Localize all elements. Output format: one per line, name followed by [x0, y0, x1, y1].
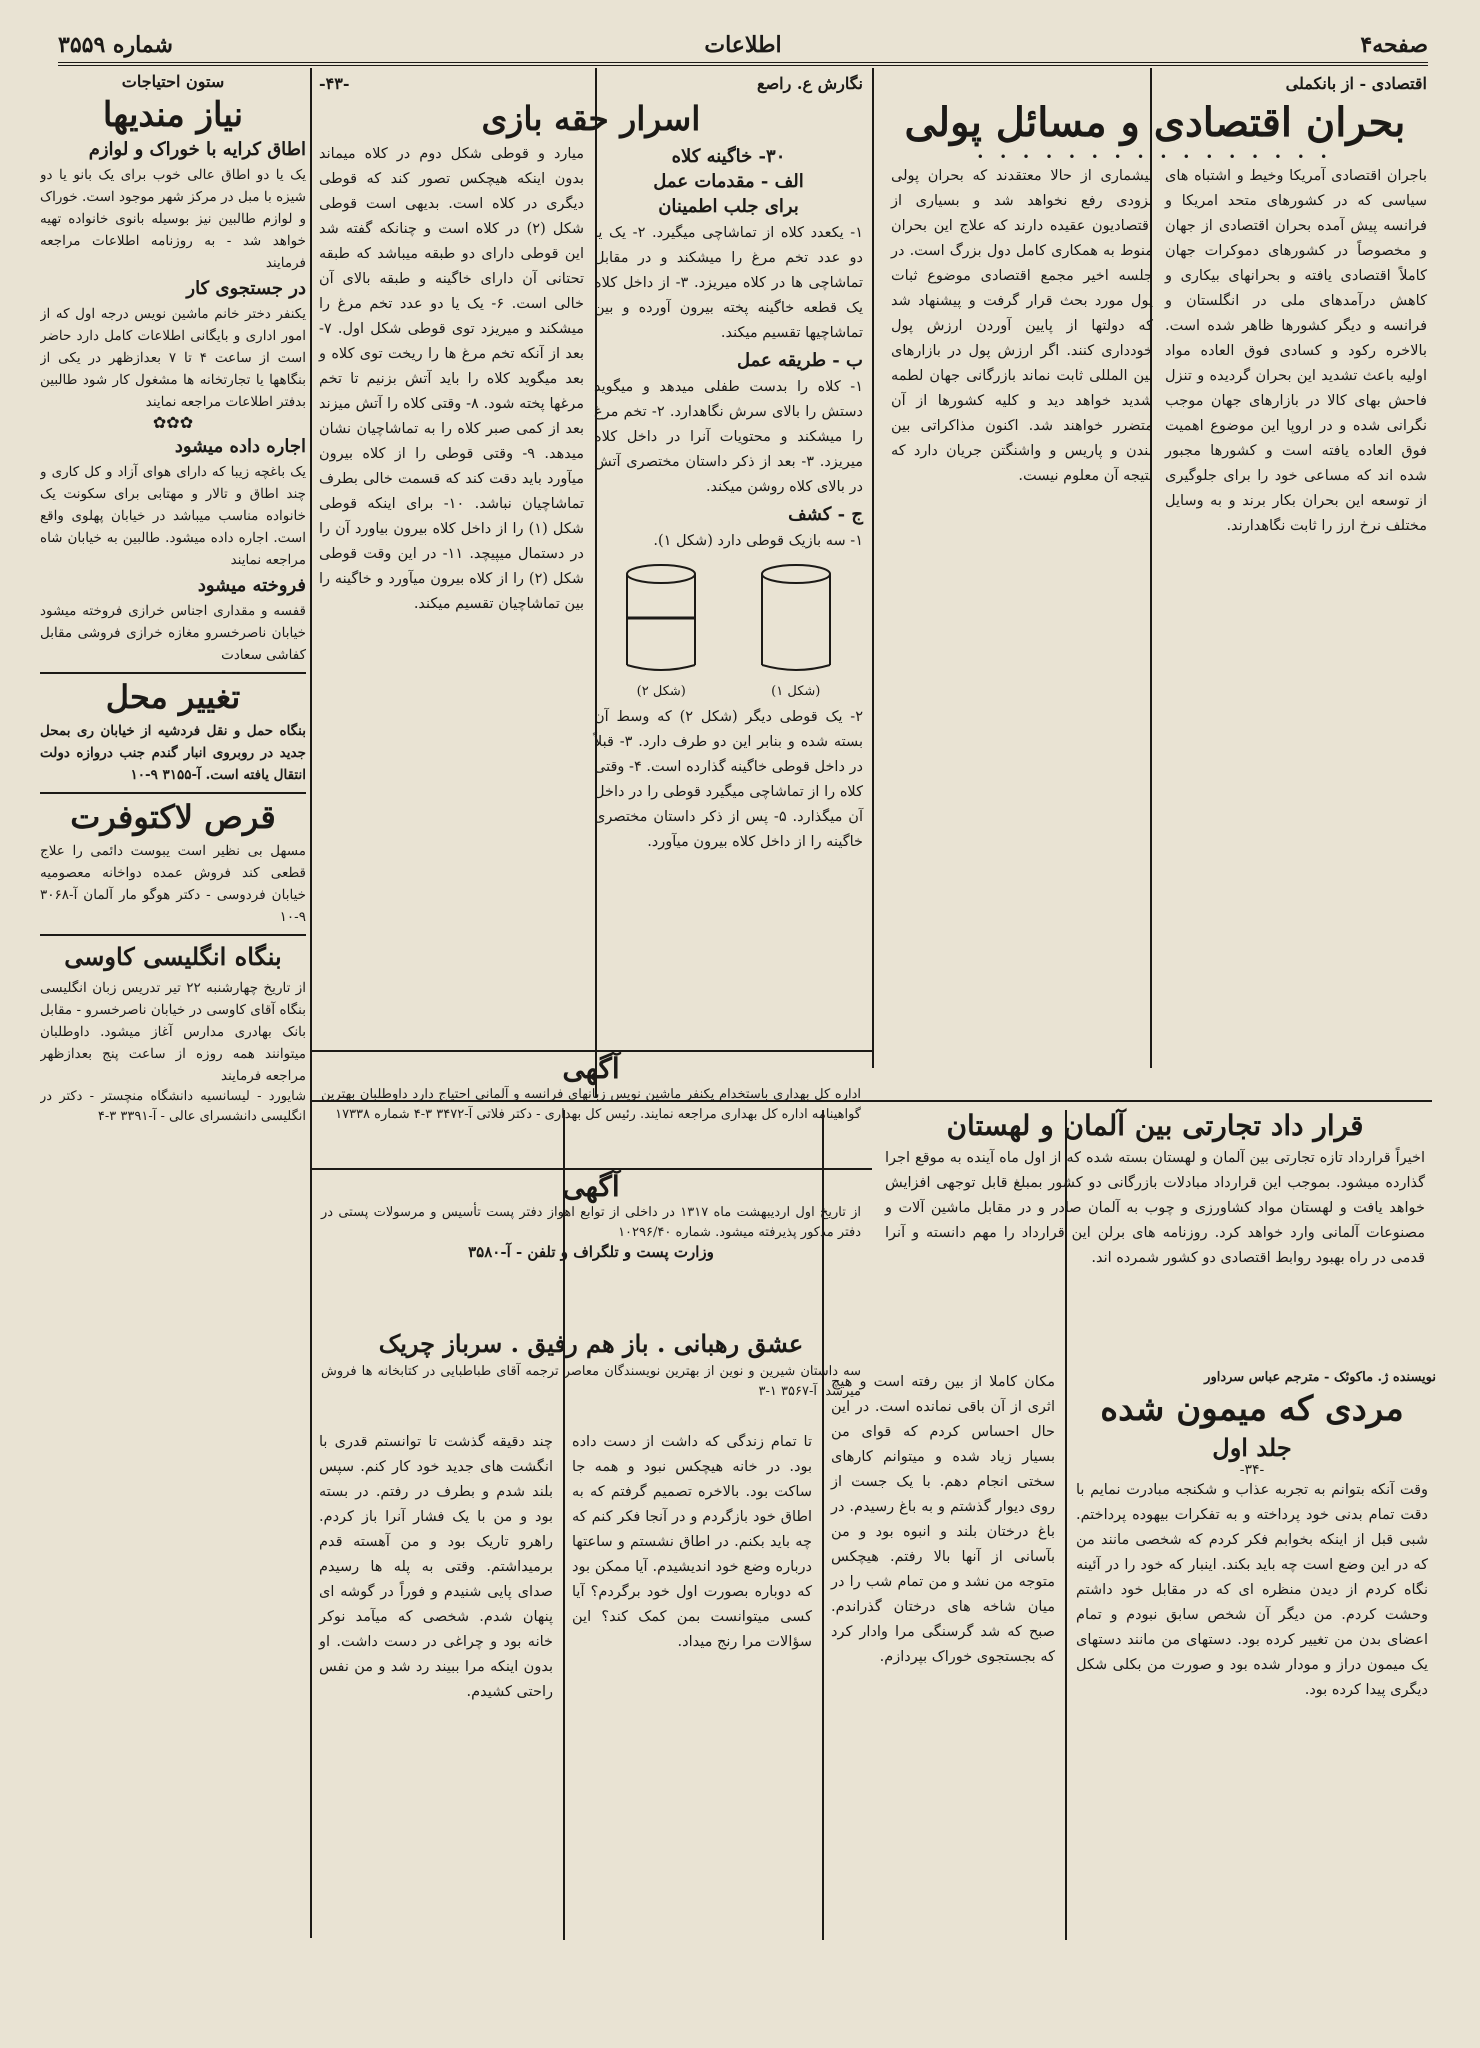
trade-article	[875, 1105, 1435, 1365]
serial-byline: نویسنده ژ. ماکوئک - مترجم عباس سرداور	[1204, 1370, 1436, 1385]
ad-employment	[313, 1052, 869, 1166]
school-text: از تاریخ چهارشنبه ۲۲ تیر تدریس زبان انگلیسی بنگاه آقای کاوسی در خیابان ناصرخسرو - مقابل بانک بهادری مدارس آغاز میشود. داوطلبان میتوانند همه روزه از ساعت پنج بعدازظهر مراجعه فرمایند	[40, 980, 306, 1084]
magic-body-a: ۱- یکعدد کلاه از تماشاچی میگیرد. ۲- یک یا دو عدد تخم مرغ را میشکند و در مقابل تماشاچی ها در کلاه میریزد. ۳- از داخل کلاه یک قطعه خاگینه پخته بیرون آورده و بین تماشاچیها تقسیم میکند.	[594, 225, 864, 341]
column-rule	[872, 68, 874, 1068]
economy-body-2: بیشماری از حالا معتقدند که بحران پولی بزودی رفع نخواهد شد و بسیاری از اقتصادیون عقیده دارند که علاج این بحران منوط به همکاری کامل دول بزرگ است. در جلسه اخیر مجمع اقتصادی موضوع ثبات پول مورد بحث قرار گرفت و پیشنهاد شد که دولتها از پایین آوردن ارزش پول خودداری کنند. اگر ارزش پول در بازارهای بین المللی ثابت نماند بازرگانی جهان لطمه شدید خواهد دید و کلیه کشورها از آن متضرر خواهند شد. اکنون مذاکراتی بین لندن و پاریس و واشنگتن جریان دارد که نتیجه آن معلوم نیست.	[891, 168, 1153, 484]
trade-body: اخیراً قرارداد تازه تجارتی بین آلمان و لهستان بسته شده که از اول ماه آینده به موقع اجرا گذارده میشود. بموجب این قرارداد مبادلات بازرگانی دو کشور بمبلغ قابل توجهی افزایش خواهد یافت و لهستان مواد کشاورزی و چوب به آلمان صادر و در مقابل ماشین آلات و مصنوعات آلمانی وارد خواهد کرد. روزنامه های برلن این قرارداد را مهم دانسته و آنرا قدمی در راه بهبود روابط اقتصادی دو کشور شمرده اند.	[885, 1150, 1425, 1266]
book-ad-text: سه داستان شیرین و نوین از بهترین نویسندگان معاصر ترجمه آقای طباطبایی در کتابخانه ها فروش میرسد. آ-۳۵۶۷ ۱-۳	[321, 1364, 861, 1399]
magic-byline: نگارش ع. راصع	[757, 74, 863, 93]
ad1-title: آگهی	[562, 1052, 620, 1085]
serial-column-2	[825, 1370, 1061, 2040]
pill-title: قرص لاکتوفرت	[70, 798, 276, 836]
ad2-title: آگهی	[562, 1170, 620, 1203]
economy-headline: بحران اقتصادی و مسائل پولی	[904, 99, 1406, 146]
notice-text-2: یکنفر دختر خانم ماشین نویس درجه اول که از امور اداری و بایگانی اطلاعات کامل دارد حاضر است از ساعت ۴ تا ۷ بعدازظهر در یکی از بنگاهها یا تجارتخانه ها مشغول کار شود طالبین بدفتر اطلاعات مراجعه نمایند	[40, 306, 306, 410]
ad1-text: اداره کل بهداری باستخدام یکنفر ماشین نویس زبانهای فرانسه و آلمانی احتیاج دارد داوطلبان بهترین گواهینامه اداره کل بهداری مراجعه نمایند. رئیس کل بهداری - دکتر فلاتی آ-۳۴۷۲ ۳-۴ شماره ۱۷۳۳۸	[321, 1087, 861, 1122]
magic-body-c: ۱- سه بازیک قوطی دارد (شکل ۱).	[653, 533, 863, 549]
notice-sub-3: اجاره داده میشود	[174, 436, 306, 457]
book-ad-title: عشق رهبانی . باز هم رفیق . سرباز چریک	[378, 1329, 804, 1358]
notices-header: ستون احتیاجات	[121, 72, 225, 91]
magic-sub-a: الف - مقدمات عمل	[653, 171, 804, 192]
serial-body-4: چند دقیقه گذشت تا توانستم قدری با انگشت های جدید خود کار کنم. سپس بلند شدم و بطرف در رفتم. در بسته بود و من با یک فشار آنرا باز کردم. راهرو تاریک بود و من آهسته قدم برمیداشتم. وقتی به پله ها رسیدم صدای پایی شنیدم و فوراً در گوشه ای پنهان شدم. شخصی که میآمد نوکر خانه بود و چراغی در دست داشت. او بدون اینکه مرا ببیند رد شد و من نفس راحتی کشیدم.	[319, 1434, 553, 1700]
notice-text-3: یک باغچه زیبا که دارای هوای آزاد و کل کاری و چند اطاق و تالار و مهتابی برای سکونت یک خانواده مناسب میباشد در خیابان پهلوی واقع است. اجاره داده میشود. طالبین به خیابان شاه مراجعه نمایند	[40, 464, 306, 568]
ad2-sign: وزارت پست و تلگراف و تلفن - آ-۳۵۸۰	[468, 1243, 714, 1261]
economy-article	[875, 72, 1435, 1102]
figure-2-caption: (شکل ۲)	[636, 684, 686, 699]
serial-column-3	[566, 1430, 818, 2040]
notice-text-1: یک یا دو اطاق عالی خوب برای یک بانو یا دو شیزه با مبل در مرکز شهر موجود است. خوراک و لوازم طالبین نیز بوسیله بانوی خانواده تهیه خواهد شد - به روزنامه اطلاعات مراجعه فرمایند	[40, 167, 306, 271]
serial-headline: مردی که میمون شده	[1100, 1389, 1404, 1429]
magic-body-b: ۱- کلاه را بدست طفلی میدهد و میگوید دستش را بالای سرش نگاهدارد. ۲- تخم مرغ را میشکند و محتویات آنرا در داخل کلاه میریزد. ۳- بعد از ذکر داستان مختصری آتش در بالای کلاه روشن میکند.	[594, 379, 863, 495]
magic-sub-c: ج - کشف	[788, 504, 863, 525]
masthead	[58, 28, 1428, 66]
magic-item-title: ۳۰- خاگینه کلاه	[671, 146, 786, 167]
school-sign: شایورد - لیسانسیه دانشگاه منچستر - دکتر در انگلیسی دانشسرای عالی - آ-۳۳۹۱ ۳-۴	[40, 1089, 306, 1124]
serial-body-3: تا تمام زندگی که داشت از دست داده بود. در خانه هیچکس نبود و همه جا ساکت بود. بالاخره تصمیم گرفتم که به اطاق خود بازگردم و در آنجا فکر کنم که چه باید بکنم. در اطاق نشستم و ساعتها درباره وضع خود اندیشیدم. آیا ممکن بود که دوباره بصورت اول خود برگردم؟ آیا کسی میتوانست بمن کمک کند؟ این سؤالات مرا رنج میداد.	[572, 1434, 812, 1650]
notice-sub-4: فروخته میشود	[197, 575, 306, 596]
magic-article	[313, 72, 869, 1052]
figure-1	[751, 560, 841, 699]
serial-volume: جلد اول	[1212, 1433, 1292, 1462]
trade-headline: قرار داد تجارتی بین آلمان و لهستان	[946, 1109, 1364, 1142]
serial-story	[1068, 1370, 1436, 2040]
magic-headline: اسرار حقه بازی	[481, 99, 701, 138]
figure-1-caption: (شکل ۱)	[771, 684, 821, 699]
issue-number: شماره ۳۵۵۹	[58, 32, 173, 58]
economy-body: باجران اقتصادی آمریکا وخیط و اشتباه های سیاسی که در کشورهای متحد امریکا و فرانسه پیش آمده بحران اقتصادی از جهان و مخصوصاً در کشورهای دموکرات جهان کاملاً اقتصادی یافته و بحرانهای بیکاری و کاهش درآمدهای ملی در انگلستان و فرانسه و دیگر کشورها ظاهر شده است. بالاخره رکود و کسادی فوق العاده مواد اولیه باعث تشدید این بحران گردیده و تنزل فاحش بهای کالا در بازارهای جهان موجب نگرانی شده و در اروپا این موضوع اهمیت فوق العاده یافته است و کشورها مجبور شده اند که مساعی خود را برای جلوگیری از توسعه این بحران بکار برند و به وسایل مختلف نرخ ارز را ثابت نگاهدارند.	[1165, 168, 1427, 534]
ad-post-office	[313, 1170, 869, 1320]
notice-sub-2: در جستجوی کار	[186, 278, 306, 299]
notices-column	[40, 72, 306, 1942]
notices-headline: نیاز مندیها	[102, 95, 244, 135]
serial-number: -۳۴-	[1239, 1462, 1265, 1478]
serial-body-2: مکان کاملا از بین رفته است و هیچ اثری از آن باقی نمانده است. در این حال احساس کردم که قوای من بسیار زیاد شده و میتوانم کارهای سختی انجام دهم. با یک جست از روی دیوار گذشتم و به باغ رسیدم. در باغ درختان بلند و انبوه بود و من بآسانی از آنها بالا رفتم. هیچکس متوجه من نشد و من تمام شب را در میان شاخه های درختان گذراندم. صبح که شد گرسنگی مرا وادار کرد که بجستجوی خوراک بپردازم.	[831, 1374, 1055, 1665]
page-number: صفحه۴	[1360, 32, 1428, 58]
figure-2	[616, 560, 706, 699]
serial-column-4	[313, 1430, 559, 2040]
magic-body-col2: میارد و قوطی شکل دوم در کلاه میماند بدون اینکه هیچکس تصور کند که قوطی دیگری در کلاه است. بدیهی است قوطی شکل (۲) در کلاه است و چنانکه گفته شد این قوطی دارای دو طبقه میباشد که طبقه تحتانی آن دارای خاگینه و طبقه بالای آن خالی است. ۶- یک یا دو عدد تخم مرغ را میشکند و میریزد توی قوطی شکل اول. ۷- بعد از آنکه تخم مرغ ها را ریخت توی کلاه و بعد میگوید کلاه را باید آتش بزنیم تا تخم مرغها پخته شود. ۸- وقتی کلاه را آتش میزند بعد از کمی صبر کلاه را به تماشاچیان نشان میدهد. ۹- وقتی قوطی را از کلاه بیرون میآورد باید دقت کند که قسمت خالی بطرف تماشاچیان نباشد. ۱۰- برای اینکه قوطی شکل (۱) را از داخل کلاه بیرون بیاورد آن را در دستمال میپیچد. ۱۱- در این وقت قوطی شکل (۲) را از کلاه بیرون میآورد و خاگینه را بین تماشاچیان تقسیم میکند.	[319, 146, 585, 612]
book-ad	[313, 1325, 869, 1425]
notice-text-4: قفسه و مقداری اجناس خرازی فروخته میشود خیابان ناصرخسرو مغازه خرازی فروشی مقابل کفاشی سعادت	[40, 603, 306, 663]
ad2-text: از تاریخ اول اردیبهشت ماه ۱۳۱۷ در داخلی از توابع اهواز دفتر پست تأسیس و مرسولات پستی در دفتر مذکور پذیرفته میشود. شماره ۱۰۲۹۶/۴۰	[321, 1205, 861, 1240]
paper-name: اطلاعات	[704, 32, 782, 58]
column-rule	[310, 68, 312, 1938]
notice-sub-1: اطاق کرایه با خوراک و لوازم	[88, 139, 306, 160]
cylinder-drawing-2	[616, 560, 706, 680]
relocation-text: بنگاه حمل و نقل فردشیه از خیابان ری بمحل جدید در روبروی انبار گندم جنب دروازه دولت انتقال یافته است. آ-۳۱۵۵ ۹-۱۰	[40, 723, 306, 783]
relocation-title: تغییر محل	[105, 678, 241, 716]
magic-body-after: ۲- یک قوطی دیگر (شکل ۲) که وسط آن بسته شده و بنابر این دو طرف دارد. ۳- قبلاً در داخل قوطی خاگینه گذارده است. ۴- وقتی کلاه را از تماشاچی میگیرد قوطی را در داخل آن میگذارد. ۵- پس از ذکر داستان مختصری خاگینه را از داخل کلاه بیرون میآورد.	[594, 709, 864, 850]
serial-body-1: وقت آنکه بتوانم به تجربه عذاب و شکنجه مبادرت نمایم با دقت تمام بدنی خود پرداخته و به تفکرات بیهوده پرداختم. شبی قبل از اینکه بخوابم فکر کردم که شخصی مانند من که در این وضع است چه باید بکند. اینبار که خود را در آئینه نگاه کردم از دیدن منظره ای که در مقابل خود داشتم وحشت کردم. من دیگر آن شخص سابق نبودم و تمام اعضای بدن من تغییر کرده بود. دستهای من مانند دستهای یک میمون دراز و مودار شده بود و صورت من بکلی شکل دیگری پیدا کرده بود.	[1076, 1482, 1428, 1698]
cylinder-drawing-1	[751, 560, 841, 680]
magic-number: -۴۳-	[319, 74, 350, 93]
school-title: بنگاه انگلیسی کاوسی	[64, 942, 282, 971]
pill-text: مسهل بی نظیر است یبوست دائمی را علاج قطعی کند فروش عمده دواخانه معصومیه خیابان فردوسی - دکتر هوگو مار آلمان آ-۳۰۶۸ ۹-۱۰	[40, 843, 306, 925]
magic-sub-b: ب - طریقه عمل	[736, 350, 863, 371]
divider: • • • • • • • • • • • • • • • •	[976, 150, 1334, 164]
economy-kicker: اقتصادی - از بانکملی	[1285, 74, 1427, 93]
stars-divider: ✿✿✿	[152, 413, 194, 432]
magic-sub-a2: برای جلب اطمینان	[658, 196, 799, 217]
